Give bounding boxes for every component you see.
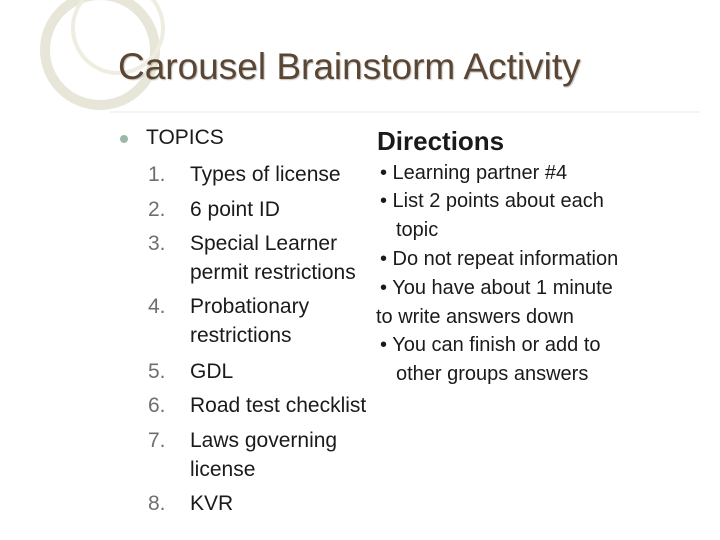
topic-text: Laws governing (190, 429, 338, 452)
topic-text: KVR (190, 492, 234, 515)
topic-number: 5. (148, 360, 166, 383)
direction-item-continued: topic (396, 219, 439, 241)
direction-item: • You have about 1 minute (380, 277, 613, 299)
topic-number: 2. (148, 198, 166, 221)
topic-text: Road test checklist (190, 394, 367, 417)
topic-number: 7. (148, 429, 166, 452)
directions-heading: Directions (377, 126, 505, 156)
topic-text: GDL (190, 360, 234, 383)
direction-item: • List 2 points about each (380, 190, 604, 212)
direction-item-continued: to write answers down (376, 306, 574, 328)
topic-text: Probationary (190, 295, 310, 318)
topic-text-continued: permit restrictions (190, 261, 356, 284)
direction-item: • Do not repeat information (380, 248, 619, 270)
topic-text-continued: restrictions (190, 324, 292, 347)
topic-number: 8. (148, 492, 166, 515)
topic-number: 1. (148, 163, 166, 186)
topic-number: 3. (148, 232, 166, 255)
topics-heading: TOPICS (146, 126, 224, 149)
topic-text: 6 point ID (190, 198, 280, 221)
topic-text-continued: license (190, 458, 256, 481)
topics-bullet-icon (120, 135, 128, 143)
topic-number: 4. (148, 295, 166, 318)
slide-title: Carousel Brainstorm Activity (118, 46, 581, 87)
topic-text: Types of license (190, 163, 341, 186)
direction-item: • Learning partner #4 (380, 162, 568, 184)
direction-item-continued: other groups answers (396, 363, 589, 385)
direction-item: • You can finish or add to (380, 334, 601, 356)
topic-number: 6. (148, 394, 166, 417)
topic-text: Special Learner (190, 232, 338, 255)
